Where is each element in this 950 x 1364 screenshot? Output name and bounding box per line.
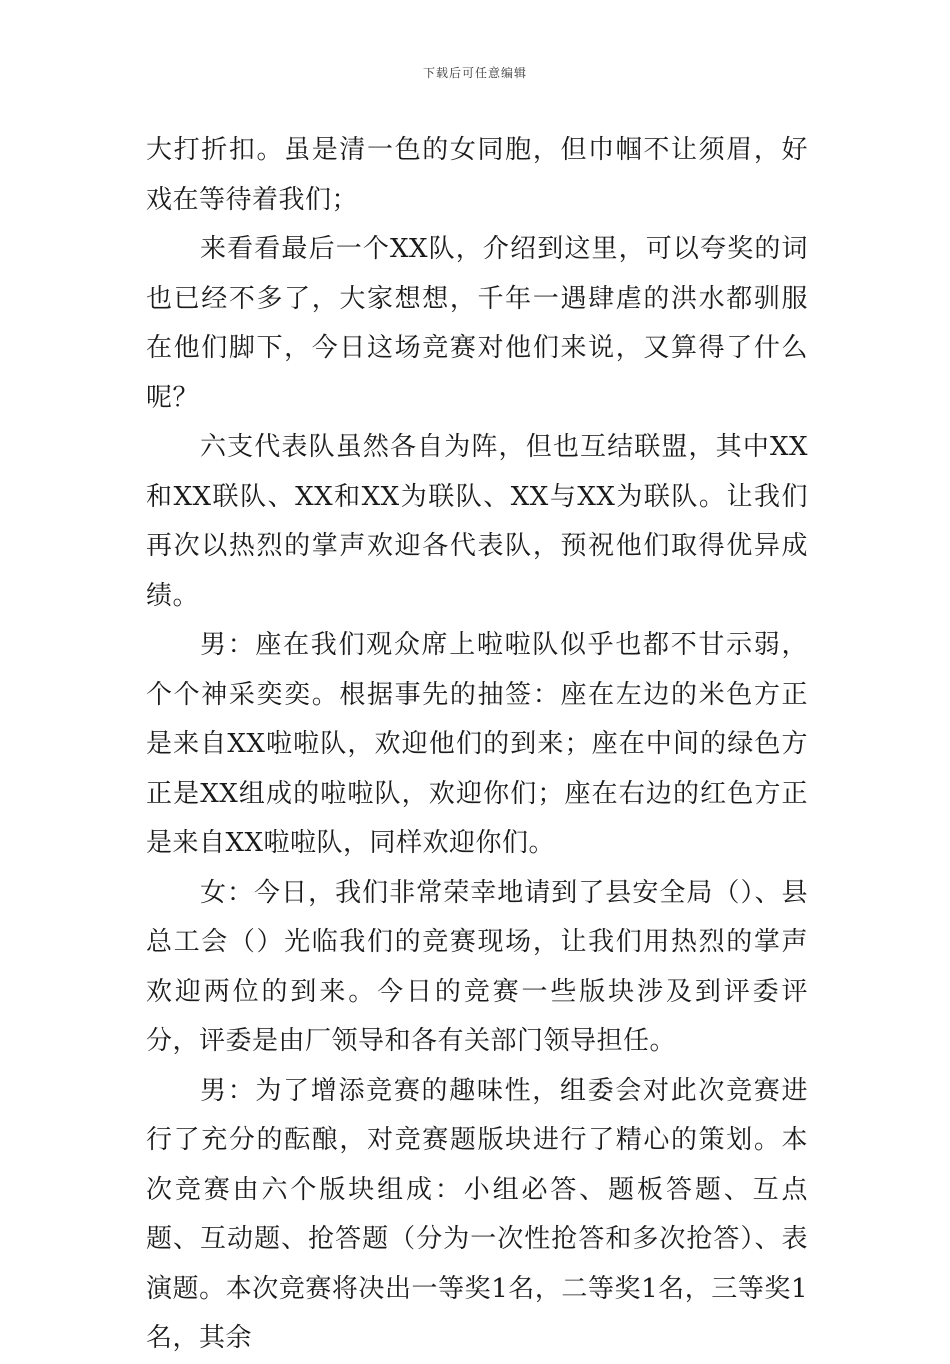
page-header: 下载后可任意编辑 <box>422 66 527 80</box>
paragraph: 女：今日，我们非常荣幸地请到了县安全局（）、县总工会（）光临我们的竞赛现场，让我们用热烈的掌声欢迎两位的到来。今日的竞赛一些版块涉及到评委评分，评委是由厂领导和各有关部门领导担任。 <box>146 877 808 1056</box>
paragraph: 来看看最后一个XX队，介绍到这里，可以夸奖的词也已经不多了，大家想想，千年一遇肆虐的洪水都驯服在他们脚下，今日这场竞赛对他们来说，又算得了什么呢？ <box>146 234 808 413</box>
paragraph: 男：为了增添竞赛的趣味性，组委会对此次竞赛进行了充分的酝酿，对竞赛题版块进行了精心的策划。本次竞赛由六个版块组成：小组必答、题板答题、互点题、互动题、抢答题（分为一次性抢答和多次抢答）、表演题。本次竞赛将决出一等奖1名，二等奖1名，三等奖1名，其余 <box>146 1075 808 1353</box>
document-body <box>146 126 808 1364</box>
paragraph: 大打折扣。虽是清一色的女同胞，但巾帼不让须眉，好戏在等待着我们； <box>146 135 808 215</box>
paragraph: 六支代表队虽然各自为阵，但也互结联盟，其中XX和XX联队、XX和XX为联队、XX与XX为联队。让我们再次以热烈的掌声欢迎各代表队，预祝他们取得优异成绩。 <box>146 432 808 611</box>
paragraph: 男：座在我们观众席上啦啦队似乎也都不甘示弱，个个神采奕奕。根据事先的抽签：座在左边的米色方正是来自XX啦啦队，欢迎他们的到来；座在中间的绿色方正是XX组成的啦啦队，欢迎你们；座在右边的红色方正是来自XX啦啦队，同样欢迎你们。 <box>146 630 808 858</box>
